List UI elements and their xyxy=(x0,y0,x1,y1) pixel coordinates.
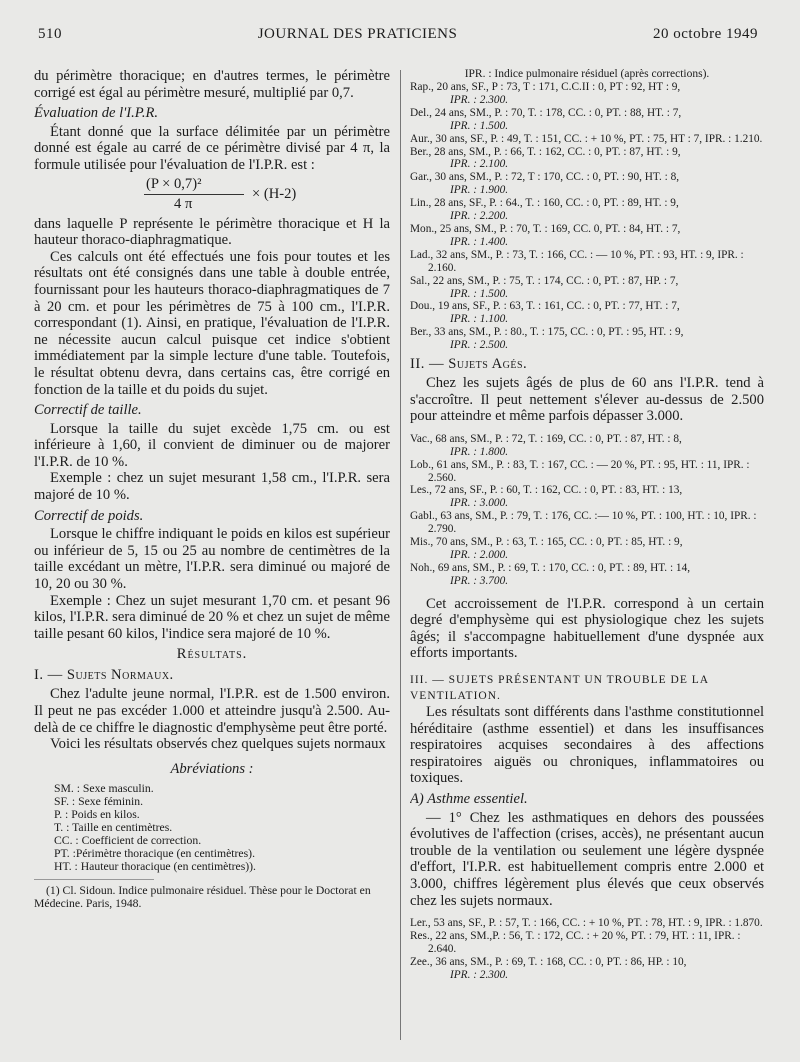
case-details: Gar., 30 ans, SM., P. : 72, T : 170, CC. : 0, PT. : 90, HT. : 8, xyxy=(410,171,680,184)
ipr-formula xyxy=(34,176,390,214)
case-entry xyxy=(410,459,764,485)
section-heading-asthme: A) Asthme essentiel. xyxy=(410,791,528,808)
case-details: Ber., 28 ans, SM., P. : 66, T. : 162, CC. : 0, PT. : 87, HT. : 9, xyxy=(410,145,681,158)
case-details: Aur., 30 ans, SF., P. : 49, T. : 151, CC. : + 10 %, PT. : 75, HT : 7, IPR. : 1.210. xyxy=(410,132,763,145)
journal-title: JOURNAL DES PRATICIENS xyxy=(257,26,458,42)
case-details: Vac., 68 ans, SM., P. : 72, T. : 169, CC. : 0, PT. : 87, HT. : 8, xyxy=(410,432,682,445)
case-details: Noh., 69 ans, SM., P. : 69, T. : 170, CC. : 0, PT. : 89, HT. : 14, xyxy=(410,561,691,574)
case-entry xyxy=(410,275,764,301)
case-details: Gabl., 63 ans, SM., P. : 79, T. : 176, CC. :— 10 %, PT. : 100, HT. : 10, IPR. : 2.790. xyxy=(410,510,757,536)
formula-denominator: 4 π xyxy=(174,195,193,212)
paragraph: Cet accroissement de l'I.P.R. correspond à un certain degré d'emphysème qui est physiologique chez les sujets âgés; il s'accompagne habituellement d'une dyspnée aux efforts importants. xyxy=(410,595,764,662)
abbreviation-item: CC. : Coefficient de correction. xyxy=(54,833,202,847)
case-entry xyxy=(410,956,764,982)
section-heading-resultats: Résultats. xyxy=(176,646,248,663)
paragraph: Étant donné que la surface délimitée par un périmètre donné est égale au carré de ce périmètre divisé par 4 π, la formule utilisée pour l'évaluation de l'I.P.R. est : xyxy=(34,123,390,173)
case-entry xyxy=(410,536,764,562)
footnote-separator xyxy=(34,879,154,880)
abbreviation-item: PT. :Périmètre thoracique (en centimètres). xyxy=(54,846,255,860)
fraction-bar xyxy=(144,194,244,195)
case-entry xyxy=(410,300,764,326)
case-ipr-value: IPR. : 2.100. xyxy=(450,158,509,171)
case-ipr-value: IPR. : 2.500. xyxy=(450,339,509,352)
paragraph: Les résultats sont différents dans l'asthme constitutionnel héréditaire (asthme essentiel) et dans les insuffisances respiratoires acquises secondaires à des affections respiratoires aiguës ou chroniques, inflammatoires ou toxiques. xyxy=(410,704,764,787)
right-column xyxy=(410,68,764,1052)
case-entry xyxy=(410,510,764,536)
case-ipr-value: IPR. : 1.800. xyxy=(450,445,509,458)
case-entry xyxy=(410,107,764,133)
paragraph: — 1° Chez les asthmatiques en dehors des poussées évolutives de l'affection (crises, accès), ne présentant aucun trouble de la ventilation ou seulement une légère dyspnée d'effort, l'I.P.R. est habituellement compris entre 2.000 et 3.000, chiffres légèrement plus élevés que ceux observés chez les sujets normaux. xyxy=(410,809,764,909)
issue-date: 20 octobre 1949 xyxy=(653,26,758,42)
case-entry xyxy=(410,171,764,197)
case-entry xyxy=(410,197,764,223)
paragraph: Lorsque la taille du sujet excède 1,75 cm. ou est inférieure à 1,60, il convient de diminuer ou de majorer l'I.P.R. de 10 %. xyxy=(34,420,390,470)
case-ipr-value: IPR. : 2.200. xyxy=(450,210,509,223)
paragraph: Ces calculs ont été effectués une fois pour toutes et les résultats ont été consignés dans une table à double entrée, fournissant pour les hauteurs thoraco-diaphragmatiques de 7 à 20 cm. et pour les périmètres de 75 à 100 cm., l'I.P.R. correspondant (1). Ainsi, en pratique, l'évaluation de l'I.P.R. ne nécessite aucun calcul puisque cet indice s'obtient immédiatement par la simple lecture d'une table. Toutefois, le résultat obtenu devra, dans certains cas, être corrigé en fonction de la taille et du poids du sujet. xyxy=(34,248,390,398)
paragraph: dans laquelle P représente le périmètre thoracique et H la hauteur thoraco-diaphragmatique. xyxy=(34,215,390,249)
case-ipr-value: IPR. : 2.300. xyxy=(450,93,509,106)
abbreviation-item: HT. : Hauteur thoracique (en centimètres)). xyxy=(54,859,256,873)
case-ipr-value: IPR. : 2.000. xyxy=(450,548,509,561)
case-details: Rap., 20 ans, SF., P : 73, T : 171, C.C.II : 0, PT : 92, HT : 9, xyxy=(410,81,681,93)
case-details: Zee., 36 ans, SM., P. : 69, T. : 168, CC. : 0, PT. : 86, HP. : 10, xyxy=(410,955,687,968)
case-details: Del., 24 ans, SM., P. : 70, T. : 178, CC. : 0, PT. : 88, HT. : 7, xyxy=(410,106,682,119)
left-column xyxy=(34,68,390,1052)
case-entry xyxy=(410,146,764,172)
paragraph: Lorsque le chiffre indiquant le poids en kilos est supérieur ou inférieur de 5, 15 ou 25 au nombre de centimètres de la taille excédant un mètre, l'I.P.R. sera diminué ou majoré de 10, 20 ou 30 %. xyxy=(34,526,390,593)
asthma-subjects-list xyxy=(410,917,764,982)
abbreviation-item: P. : Poids en kilos. xyxy=(54,807,140,821)
normal-subjects-list xyxy=(410,81,764,352)
case-details: Ler., 53 ans, SF., P. : 57, T. : 166, CC. : + 10 %, PT. : 78, HT. : 9, IPR. : 1.870. xyxy=(410,917,763,930)
case-details: Ber., 33 ans, SM., P. : 80., T. : 175, CC. : 0, PT. : 95, HT. : 9, xyxy=(410,326,684,339)
abbreviations-heading: Abréviations : xyxy=(170,760,254,777)
paragraph: du périmètre thoracique; en d'autres termes, le périmètre corrigé est égal au périmètre mesuré, multiplié par 0,7. xyxy=(34,68,390,101)
case-details: Lin., 28 ans, SF., P. : 64., T. : 160, CC. : 0, PT. : 89, HT. : 9, xyxy=(410,197,679,210)
case-entry xyxy=(410,249,764,275)
case-entry xyxy=(410,81,764,107)
formula-numerator: (P × 0,7)² xyxy=(146,175,202,192)
case-details: Mon., 25 ans, SM., P. : 70, T. : 169, CC. 0, PT. : 84, HT. : 7, xyxy=(410,222,681,235)
case-entry xyxy=(410,223,764,249)
section-heading-evaluation: Évaluation de l'I.P.R. xyxy=(34,105,159,122)
case-entry xyxy=(410,433,764,459)
case-ipr-value: IPR. : 1.900. xyxy=(450,184,509,197)
case-ipr-value: IPR. : 2.300. xyxy=(450,968,509,981)
case-ipr-value: IPR. : 1.100. xyxy=(450,313,509,326)
section-heading-ages: II. — Sujets Agés. xyxy=(410,356,528,373)
abbreviations-list xyxy=(34,782,390,873)
case-ipr-value: IPR. : 1.400. xyxy=(450,235,509,248)
case-details: Res., 22 ans, SM.,P. : 56, T. : 172, CC. : + 20 %, PT. : 79, HT. : 11, IPR. : 2.640. xyxy=(410,930,741,955)
abbreviation-item: SF. : Sexe féminin. xyxy=(54,794,143,808)
paragraph: Exemple : chez un sujet mesurant 1,58 cm., l'I.P.R. sera majoré de 10 %. xyxy=(34,470,390,504)
paragraph: Chez les sujets âgés de plus de 60 ans l'I.P.R. tend à s'accroître. Il peut nettement s'élever au-dessus de 2.500 pour atteindre et même parfois dépasser 3.000. xyxy=(410,375,764,425)
section-heading-normaux: I. — Sujets Normaux. xyxy=(34,667,174,684)
case-entry xyxy=(410,326,764,352)
case-ipr-value: IPR. : 3.000. xyxy=(450,497,509,510)
case-entry xyxy=(410,133,764,146)
abbreviation-item: SM. : Sexe masculin. xyxy=(54,781,154,795)
case-details: Dou., 19 ans, SF., P. : 63, T. : 161, CC. : 0, PT. : 77, HT. : 7, xyxy=(410,300,680,313)
ipr-definition: IPR. : Indice pulmonaire résiduel (après corrections). xyxy=(464,68,710,80)
case-entry xyxy=(410,562,764,588)
case-details: Lad., 32 ans, SM., P. : 73, T. : 166, CC. : — 10 %, PT. : 93, HT. : 9, IPR. : 2.160. xyxy=(410,248,744,274)
running-header xyxy=(38,26,758,43)
paragraph: Voici les résultats observés chez quelques sujets normaux xyxy=(50,736,386,753)
case-entry xyxy=(410,930,764,956)
case-details: Sal., 22 ans, SM., P. : 75, T. : 174, CC. : 0, PT. : 87, HP. : 7, xyxy=(410,274,679,287)
paragraph: Chez l'adulte jeune normal, l'I.P.R. est de 1.500 environ. Il peut ne pas excéder 1.000 et atteindre jusqu'à 2.500. Au-delà de ce chiffre le diagnostic d'emphysème peut être porté. xyxy=(34,686,390,736)
case-details: Mis., 70 ans, SM., P. : 63, T. : 165, CC. : 0, PT. : 85, HT. : 9, xyxy=(410,536,683,549)
case-ipr-value: IPR. : 3.700. xyxy=(450,574,509,587)
column-divider xyxy=(400,70,401,1040)
section-heading-taille: Correctif de taille. xyxy=(34,402,142,419)
paragraph: Exemple : Chez un sujet mesurant 1,70 cm. et pesant 96 kilos, l'I.P.R. sera diminué de 20 % et chez un sujet de même taille pesant 60 kilos, l'indice sera majoré de 10 %. xyxy=(34,592,390,642)
case-ipr-value: IPR. : 1.500. xyxy=(450,119,509,132)
formula-multiplier: × (H-2) xyxy=(252,185,297,202)
case-details: Les., 72 ans, SF., P. : 60, T. : 162, CC. : 0, PT. : 83, HT. : 13, xyxy=(410,484,683,497)
abbreviation-item: T. : Taille en centimètres. xyxy=(54,820,173,834)
case-entry xyxy=(410,917,764,930)
case-details: Lob., 61 ans, SM., P. : 83, T. : 167, CC. : — 20 %, PT. : 95, HT. : 11, IPR. : 2.560. xyxy=(410,458,750,484)
footnote: (1) Cl. Sidoun. Indice pulmonaire résiduel. Thèse pour le Doctorat en Médecine. Paris, 1948. xyxy=(34,883,371,910)
page-number: 510 xyxy=(38,26,62,42)
section-heading-poids: Correctif de poids. xyxy=(34,507,144,524)
section-heading-trouble: III. — SUJETS PRÉSENTANT UN TROUBLE DE LA VENTILATION. xyxy=(410,674,709,703)
aged-subjects-list xyxy=(410,433,764,588)
case-ipr-value: IPR. : 1.500. xyxy=(450,287,509,300)
case-entry xyxy=(410,484,764,510)
